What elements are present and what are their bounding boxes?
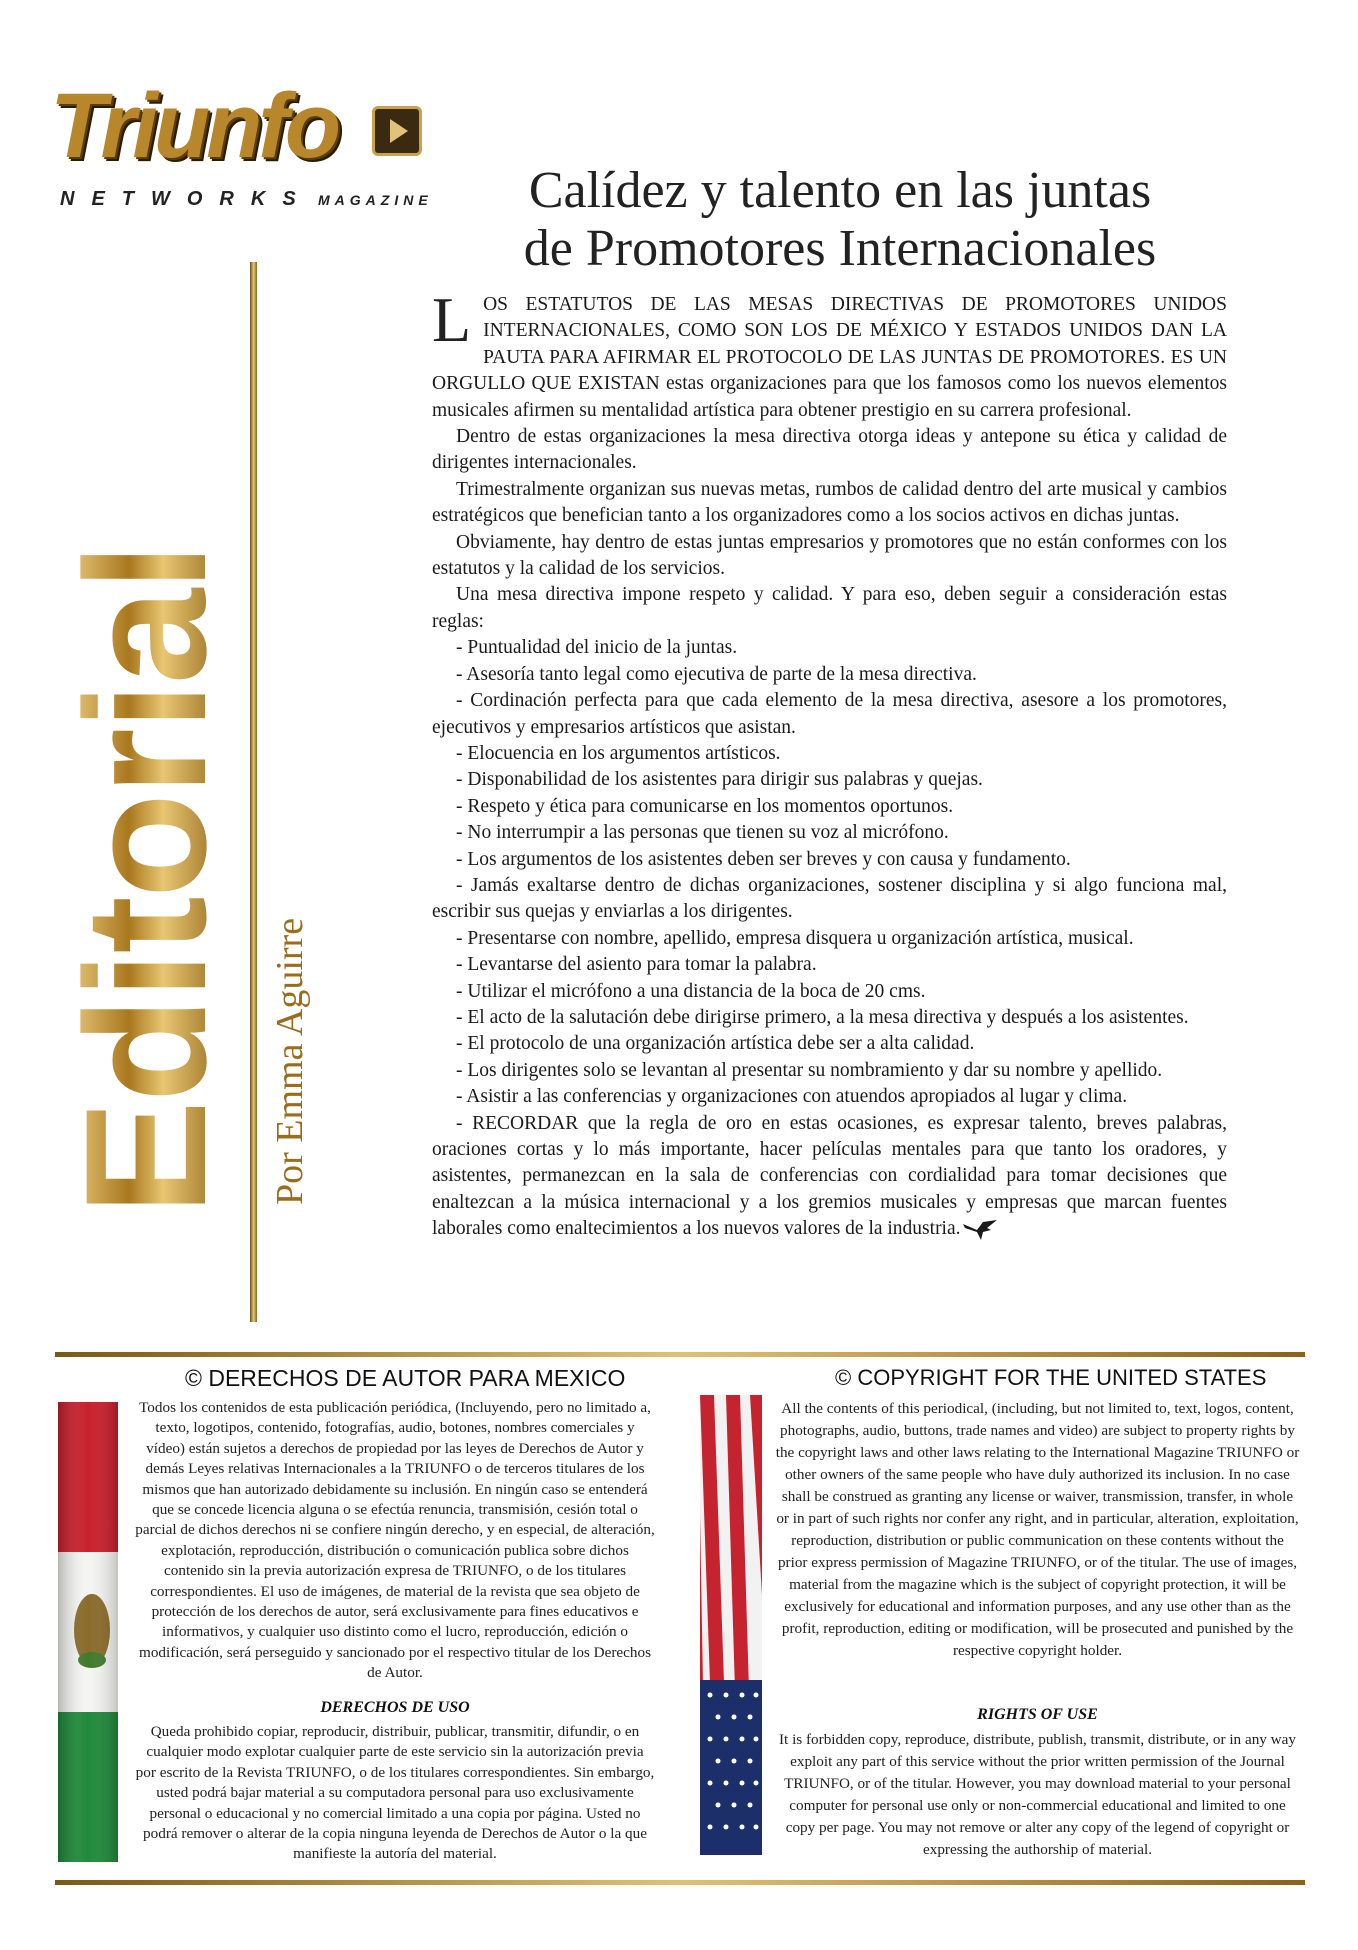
lead-paragraph bbox=[432, 284, 1227, 424]
rule-item: - Jamás exaltarse dentro de dichas organizaciones, sostener disciplina y si algo funciona mal, escribir sus quejas y enviarlas a los dirigentes. bbox=[432, 874, 1227, 923]
closing-text: - RECORDAR que la regla de oro en estas ocasiones, es expresar talento, breves palabras, oraciones cortas y lo más importante, hacer películas mentales para que tanto los oradores, y asistentes, permanezcan en la sala de conferencias con cordialidad para tomar decisiones que enaltezcan a la música internacional y a los gremios musicales y empresas que marcan fuentes laborales como enaltecimientos a los nuevos valores de la industria. bbox=[432, 1112, 1227, 1240]
article-title-line-1: Calídez y talento en las juntas bbox=[528, 162, 1152, 219]
gold-vertical-divider bbox=[250, 262, 257, 1322]
logo-networks-text: NETWORKS bbox=[60, 188, 313, 210]
rule-item: - Levantarse del asiento para tomar la palabra. bbox=[456, 954, 817, 976]
rule-item: - El protocolo de una organización artística debe ser a alta calidad. bbox=[456, 1033, 975, 1055]
play-icon bbox=[372, 106, 422, 156]
article-paragraph: Una mesa directiva impone respeto y calidad. Y para eso, deben seguir a consideración estas reglas: bbox=[432, 584, 1227, 632]
logo-magazine-text: MAGAZINE bbox=[318, 192, 433, 208]
lead-text: OS ESTATUTOS DE LAS MESAS DIRECTIVAS DE PROMOTORES UNIDOS INTERNACIONALES, COMO SON LOS DE MÉXICO Y ESTADOS UNIDOS DAN LA PAUTA PARA AFIRMAR EL PROTOCOLO DE LAS JUNTAS DE PROMOTORES. ES UN ORGULLO QUE EXISTAN estas organizaciones para que los famosos como los nuevos elementos musicales afirmen su mentalidad artística para obtener prestigio en su carrera profesional. bbox=[432, 294, 1227, 421]
logo-wordmark: Triunfo bbox=[50, 75, 338, 177]
rule-item: - Cordinación perfecta para que cada elemento de la mesa directiva, asesore a los promotores, ejecutivos y empresarios artísticos que asistan. bbox=[432, 690, 1227, 738]
rule-item: - Asistir a las conferencias y organizaciones con atuendos apropiados al lugar y clima. bbox=[456, 1086, 1128, 1108]
rule-item: - Presentarse con nombre, apellido, empresa disquera u organización artística, musical. bbox=[456, 927, 1134, 949]
mexico-copyright-text: Todos los contenidos de esta publicación periódica, (Incluyendo, pero no limitado a, texto, logotipos, contenido, fotografías, audio, botones, nombres comerciales y vídeo) están sujetos a derechos de propiedad por las leyes de Derechos de Autor y demás Leyes relativas Internacionales a la TRIUNFO o de terceros titulares de los mismos que han autorizado debidamente su inclusión. En ningún caso se entenderá que se concede licencia alguna o se efectúa renuncia, transmisión, cesión total o parcial de dichos derechos ni se confiere ningún derecho, y en especial, de alteración, explotación, reproducción, distribución o comunicación publica sobre dichos contenido sin la previa autorización expresa de TRIUNFO, o de los titulares correspondientes. El uso de imágenes, de material de la revista que sea objeto de protección de los derechos de autor, será exclusivamente para fines educativos e informativos, y cualquier uso distinto como el lucro, reproducción, edición o modificación, será perseguido y sancionado por el respectivo titular de los Derechos de Autor. bbox=[135, 1399, 655, 1682]
drop-cap: L bbox=[432, 284, 472, 355]
mexico-use-title: DERECHOS DE USO bbox=[320, 1699, 470, 1716]
rule-item: - Utilizar el micrófono a una distancia de la boca de 20 cms. bbox=[456, 980, 926, 1002]
mexico-copyright-title: © DERECHOS DE AUTOR PARA MEXICO bbox=[185, 1365, 626, 1391]
rule-item: - Los dirigentes solo se levantan al presentar su nombramiento y dar su nombre y apellido. bbox=[456, 1059, 1163, 1081]
article-title-line-2: de Promotores Internacionales bbox=[523, 220, 1157, 277]
eagle-icon bbox=[961, 1218, 999, 1242]
gold-horizontal-divider bbox=[55, 1352, 1305, 1357]
article-paragraph: Trimestralmente organizan sus nuevas metas, rumbos de calidad dentro del arte musical y cambios estratégicos que benefician tanto a los organizadores como a los socios activos en dichas juntas. bbox=[432, 478, 1227, 527]
article-paragraph: Obviamente, hay dentro de estas juntas empresarios y promotores que no están conformes con los estatutos y la calidad de los servicios. bbox=[432, 531, 1227, 580]
rule-item: - No interrumpir a las personas que tienen su voz al micrófono. bbox=[456, 822, 949, 844]
gold-horizontal-divider bbox=[55, 1880, 1305, 1885]
section-label-editorial: Editorial bbox=[50, 544, 242, 1215]
mexico-use-text: Queda prohibido copiar, reproducir, distribuir, publicar, transmitir, difundir, o en cualquier modo explotar cualquier parte de este servicio sin la autorización previa por escrito de la Revista TRIUNFO, o de los titulares correspondientes. Sin embargo, usted podrá bajar material a su computadora personal para uso exclusivamente personal o educacional y no comercial limitado a una copia por página. Usted no podrá remover o alterar de la copia ninguna leyenda de Derechos de Autor o la que manifieste la autoría del material. bbox=[135, 1723, 655, 1863]
article-title bbox=[440, 162, 1240, 278]
rule-item: - Los argumentos de los asistentes deben ser breves y con causa y fundamento. bbox=[456, 848, 1071, 870]
article-body bbox=[432, 284, 1227, 1243]
usa-use-title: RIGHTS OF USE bbox=[977, 1706, 1098, 1723]
rule-item: - El acto de la salutación debe dirigirse primero, a la mesa directiva y después a los asistentes. bbox=[456, 1006, 1189, 1028]
rule-item: - Respeto y ética para comunicarse en los momentos oportunos. bbox=[456, 795, 954, 817]
rule-item: - Disponabilidad de los asistentes para dirigir sus palabras y quejas. bbox=[456, 769, 983, 791]
mexico-flag-icon bbox=[58, 1402, 118, 1862]
usa-copyright-text: All the contents of this periodical, (including, but not limited to, text, logos, content, photographs, audio, buttons, trade names and video) are subject to property rights by the copyright laws and other laws relating to the International Magazine TRIUNFO or other owners of the same people who have duly authorized its inclusion. In no case shall be construed as granting any license or waiver, transmission, transfer, in whole or in part of such rights nor confer any right, and in particular, alteration, exploitation, reproduction, distribution or public communication on these contents without the prior express permission of Magazine TRIUNFO, or of the titular. The use of images, material from the magazine which is the subject of copyright protection, it will be exclusively for educational and information purposes, and any use other than as the profit, reproduction, editing or modification, will be prosecuted and punished by the respective copyright holder. bbox=[775, 1400, 1300, 1659]
rule-item: - Elocuencia en los argumentos artísticos. bbox=[456, 742, 781, 764]
rule-item: - Puntualidad del inicio de la juntas. bbox=[456, 637, 738, 659]
usa-flag-icon bbox=[700, 1395, 762, 1855]
article-paragraph: Dentro de estas organizaciones la mesa directiva otorga ideas y antepone su ética y calidad de dirigentes internacionales. bbox=[432, 426, 1227, 474]
usa-use-text: It is forbidden copy, reproduce, distribute, publish, transmit, distribute, or in any way exploit any part of this service without the prior written permission of the Journal TRIUNFO, or of the titular. However, you may download material to your personal computer for personal use only or non-commercial educational and limited to one copy per page. You may not remove or alter any copy of the legend of copyright or expressing the authorship of material. bbox=[779, 1731, 1296, 1858]
closing-paragraph bbox=[432, 1111, 1227, 1243]
rule-item: - Asesoría tanto legal como ejecutiva de parte de la mesa directiva. bbox=[456, 663, 977, 685]
author-byline: Por Emma Aguirre bbox=[269, 917, 311, 1205]
usa-copyright-title: © COPYRIGHT FOR THE UNITED STATES bbox=[835, 1365, 1267, 1390]
triunfo-logo bbox=[50, 75, 433, 220]
